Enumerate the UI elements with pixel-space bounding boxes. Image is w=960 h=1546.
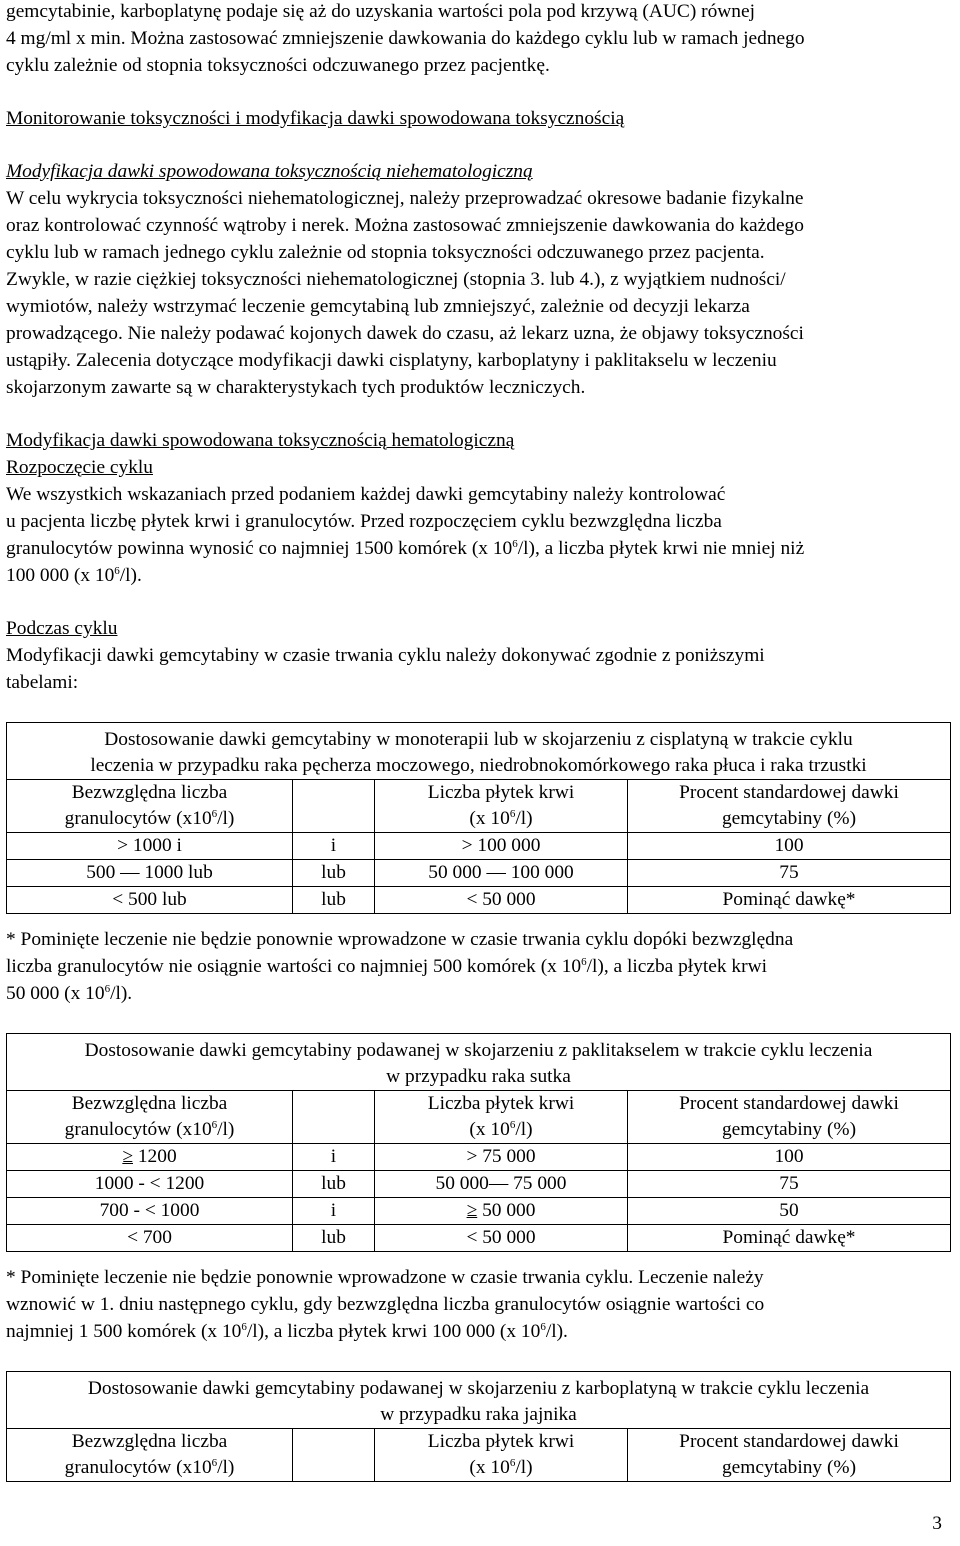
greater-equal-icon: ≥ bbox=[122, 1146, 133, 1167]
table-title-row bbox=[7, 1372, 951, 1429]
col-header-granulocytes: Bezwzględna liczba granulocytów $(x10^6/l)$ bbox=[7, 780, 293, 833]
cell-platelets: 50 000— 75 000 bbox=[375, 1171, 628, 1198]
cycle-start-line: granulocytów powinna wynosić co najmniej 1500 komórek (x $10^6/l$), a liczba płytek krwi nie mniej niż bbox=[6, 538, 805, 559]
cell-conjunction: lub bbox=[293, 887, 375, 914]
table-row bbox=[7, 1198, 951, 1225]
cell-granulocytes: ≥ 1200 bbox=[7, 1144, 293, 1171]
cell-percent: 75 bbox=[628, 1171, 951, 1198]
cell-conjunction: lub bbox=[293, 1225, 375, 1252]
cell-percent: 100 bbox=[628, 1144, 951, 1171]
nonhemat-line: wymiotów, należy wstrzymać leczenie gemcytabiną lub zmniejszyć, zależnie od decyzji lekarza bbox=[6, 296, 750, 317]
col-header-empty bbox=[293, 1091, 375, 1144]
col-header-percent: Procent standardowej dawki gemcytabiny (%) bbox=[628, 1091, 951, 1144]
table-footnote: * Pominięte leczenie nie będzie ponownie wprowadzone w czasie trwania cyklu. Leczenie należy wznowić w 1. dniu następnego cyklu, gdy bezwzględna liczba granulocytów osiągnie wartości co najmniej 1 500 komórek (x $10^6/l$), a liczba płytek krwi 100 000 (x $10^6/l$). bbox=[6, 1267, 765, 1342]
table-row bbox=[7, 887, 951, 914]
cell-platelets: > 100 000 bbox=[375, 833, 628, 860]
cell-granulocytes: < 700 bbox=[7, 1225, 293, 1252]
cell-platelets: < 50 000 bbox=[375, 1225, 628, 1252]
cell-conjunction: i bbox=[293, 1144, 375, 1171]
nonhemat-line: oraz kontrolować czynność wątroby i nerek. Można zastosować zmniejszenie dawkowania do każdego bbox=[6, 215, 804, 236]
nonhemat-line: skojarzonym zawarte są w charakterystykach tych produktów leczniczych. bbox=[6, 377, 586, 398]
cell-conjunction: i bbox=[293, 833, 375, 860]
cycle-start-line: We wszystkich wskazaniach przed podaniem każdej dawki gemcytabiny należy kontrolować bbox=[6, 484, 726, 505]
dose-table-monotherapy bbox=[6, 722, 951, 914]
cell-granulocytes: 700 - < 1000 bbox=[7, 1198, 293, 1225]
col-header-platelets: Liczba płytek krwi (x $10^6/l$) bbox=[375, 1091, 628, 1144]
nonhemat-line: prowadzącego. Nie należy podawać kojonych dawek do czasu, aż lekarz uzna, że objawy toksyczności bbox=[6, 323, 804, 344]
cell-conjunction: lub bbox=[293, 860, 375, 887]
table-footnote: * Pominięte leczenie nie będzie ponownie wprowadzone w czasie trwania cyklu dopóki bezwzględna liczba granulocytów nie osiągnie wartości co najmniej 500 komórek (x $10^6/l$), a liczba płytek krwi 50 000 (x $10^6/l$). bbox=[6, 929, 794, 1004]
cycle-start-heading: Rozpoczęcie cyklu bbox=[6, 457, 153, 478]
during-cycle-line: Modyfikacji dawki gemcytabiny w czasie trwania cyklu należy dokonywać zgodnie z poniższymi bbox=[6, 645, 765, 666]
table-row bbox=[7, 1225, 951, 1252]
greater-equal-icon: ≥ bbox=[466, 1200, 478, 1221]
during-cycle-heading: Podczas cyklu bbox=[6, 618, 118, 639]
nonhemat-line: Zwykle, w razie ciężkiej toksyczności niehematologicznej (stopnia 3. lub 4.), z wyjątkiem nudności/ bbox=[6, 269, 786, 290]
dose-table-carboplatin bbox=[6, 1371, 951, 1482]
cell-platelets: 50 000 — 100 000 bbox=[375, 860, 628, 887]
table-title: Dostosowanie dawki gemcytabiny podawanej w skojarzeniu z karboplatyną w trakcie cyklu leczenia w przypadku raka jajnika bbox=[7, 1372, 951, 1429]
col-header-empty bbox=[293, 1429, 375, 1482]
page-number: 3 bbox=[932, 1513, 942, 1534]
cycle-start-line: u pacjenta liczbę płytek krwi i granulocytów. Przed rozpoczęciem cyklu bezwzględna liczba bbox=[6, 511, 722, 532]
col-header-granulocytes: Bezwzględna liczba granulocytów $(x10^6/l)$ bbox=[7, 1091, 293, 1144]
during-cycle-line: tabelami: bbox=[6, 672, 79, 693]
cell-percent: Pominąć dawkę* bbox=[628, 1225, 951, 1252]
intro-line: gemcytabinie, karboplatynę podaje się aż do uzyskania wartości pola pod krzywą (AUC) równej bbox=[6, 1, 755, 22]
cell-granulocytes: < 500 lub bbox=[7, 887, 293, 914]
table-title-row bbox=[7, 723, 951, 780]
nonhemat-line: W celu wykrycia toksyczności niehematologicznej, należy przeprowadzać okresowe badanie fizykalne bbox=[6, 188, 804, 209]
intro-line: 4 mg/ml x min. Można zastosować zmniejszenie dawkowania do każdego cyklu lub w ramach jednego bbox=[6, 28, 805, 49]
table-row bbox=[7, 1144, 951, 1171]
cycle-start-line: 100 000 (x $10^6/l$). bbox=[6, 565, 142, 586]
table-title: Dostosowanie dawki gemcytabiny w monoterapii lub w skojarzeniu z cisplatyną w trakcie cyklu leczenia w przypadku raka pęcherza moczowego, niedrobnokomórkowego raka płuca i raka trzustki bbox=[7, 723, 951, 780]
cell-granulocytes: 500 — 1000 lub bbox=[7, 860, 293, 887]
table-header-row bbox=[7, 1429, 951, 1482]
cell-percent: 50 bbox=[628, 1198, 951, 1225]
table-row bbox=[7, 833, 951, 860]
nonhemat-heading: Modyfikacja dawki spowodowana toksycznością niehematologiczną bbox=[6, 161, 533, 182]
intro-line: cyklu zależnie od stopnia toksyczności odczuwanego przez pacjentkę. bbox=[6, 55, 550, 76]
col-header-platelets: Liczba płytek krwi (x $10^6/l$) bbox=[375, 780, 628, 833]
col-header-platelets: Liczba płytek krwi (x $10^6/l$) bbox=[375, 1429, 628, 1482]
section-heading: Monitorowanie toksyczności i modyfikacja dawki spowodowana toksycznością bbox=[6, 108, 625, 129]
table-title-row bbox=[7, 1034, 951, 1091]
col-header-percent: Procent standardowej dawki gemcytabiny (%) bbox=[628, 780, 951, 833]
dose-table-paclitaxel bbox=[6, 1033, 951, 1252]
nonhemat-line: ustąpiły. Zalecenia dotyczące modyfikacji dawki cisplatyny, karboplatyny i paklitakselu w leczeniu bbox=[6, 350, 777, 371]
document-page bbox=[6, 0, 952, 1482]
cell-platelets: ≥ 50 000 bbox=[375, 1198, 628, 1225]
cell-conjunction: i bbox=[293, 1198, 375, 1225]
table-row bbox=[7, 860, 951, 887]
table-row bbox=[7, 1171, 951, 1198]
table-title: Dostosowanie dawki gemcytabiny podawanej w skojarzeniu z paklitakselem w trakcie cyklu leczenia w przypadku raka sutka bbox=[7, 1034, 951, 1091]
col-header-percent: Procent standardowej dawki gemcytabiny (%) bbox=[628, 1429, 951, 1482]
cell-percent: Pominąć dawkę* bbox=[628, 887, 951, 914]
hemat-heading: Modyfikacja dawki spowodowana toksycznością hematologiczną bbox=[6, 430, 515, 451]
col-header-empty bbox=[293, 780, 375, 833]
table-header-row bbox=[7, 780, 951, 833]
cell-platelets: < 50 000 bbox=[375, 887, 628, 914]
nonhemat-line: cyklu lub w ramach jednego cyklu zależnie od stopnia toksyczności odczuwanego przez pacjenta. bbox=[6, 242, 765, 263]
cell-percent: 100 bbox=[628, 833, 951, 860]
cell-conjunction: lub bbox=[293, 1171, 375, 1198]
col-header-granulocytes: Bezwzględna liczba granulocytów $(x10^6/l)$ bbox=[7, 1429, 293, 1482]
cell-percent: 75 bbox=[628, 860, 951, 887]
cell-granulocytes: > 1000 i bbox=[7, 833, 293, 860]
cell-platelets: > 75 000 bbox=[375, 1144, 628, 1171]
table-header-row bbox=[7, 1091, 951, 1144]
cell-granulocytes: 1000 - < 1200 bbox=[7, 1171, 293, 1198]
